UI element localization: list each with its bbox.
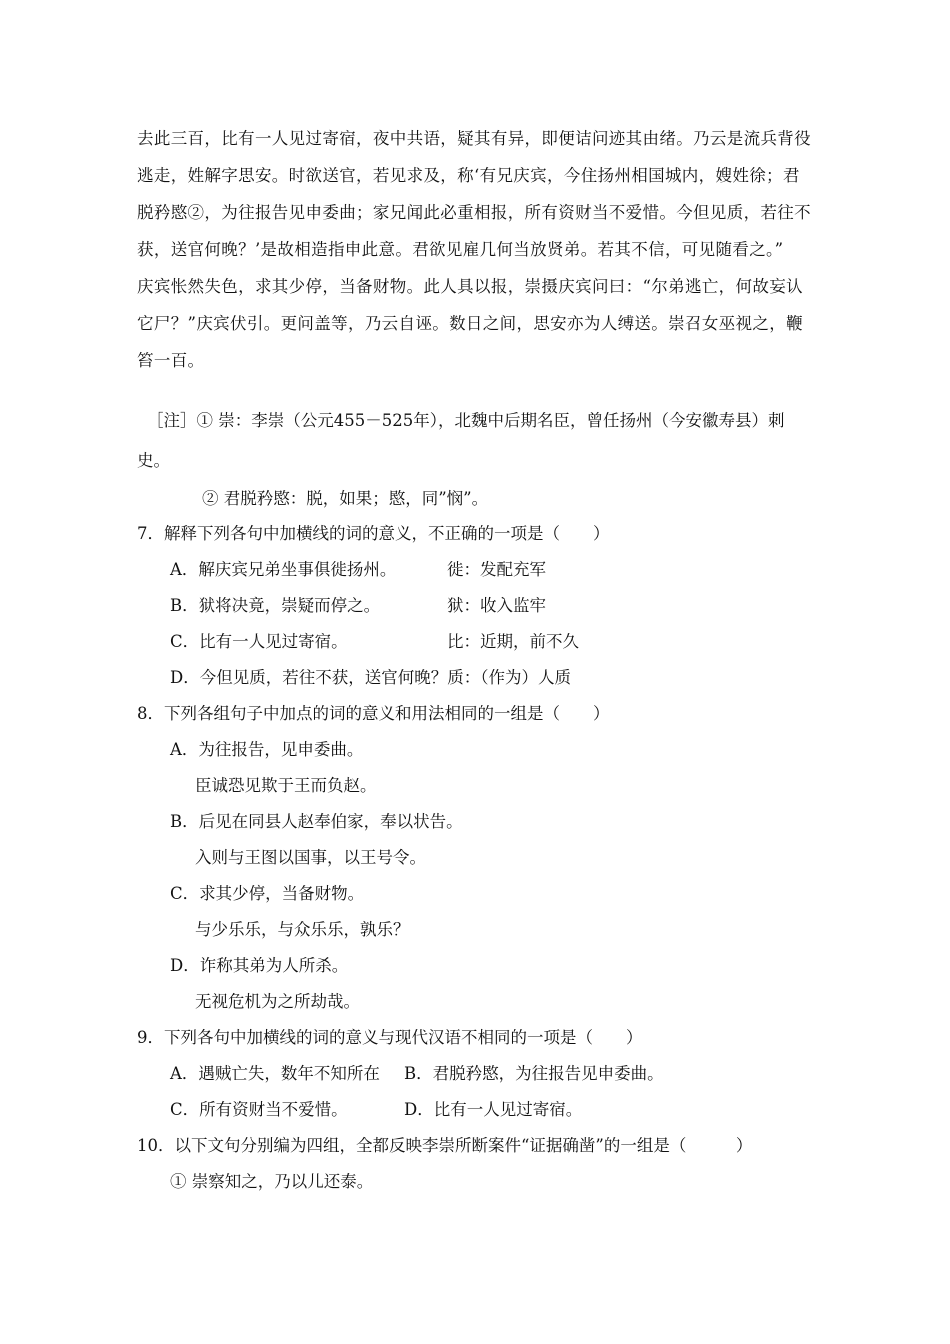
q8-option-c-pair: 与少乐乐，与众乐乐，孰乐？ bbox=[195, 920, 410, 939]
question-7-stem: 7．解释下列各句中加横线的词的意义，不正确的一项是（ ） bbox=[137, 524, 610, 543]
q9-option-a: A．遇贼亡失，数年不知所在 bbox=[170, 1064, 380, 1083]
passage-line: 庆宾怅然失色，求其少停，当备财物。此人具以报，崇摄庆宾问曰：“尔弟逃亡，何故妄认 bbox=[137, 277, 803, 296]
q7-option-d: D．今但见质，若往不获，送官何晚？质：（作为）人质 bbox=[170, 668, 571, 687]
q7-option-a: A．解庆宾兄弟坐事俱徙扬州。 bbox=[170, 560, 397, 579]
q10-item-1: ① 崇察知之，乃以儿还泰。 bbox=[170, 1172, 374, 1191]
q9-option-b: B．君脱矜愍，为往报告见申委曲。 bbox=[404, 1064, 664, 1083]
question-8-stem: 8．下列各组句子中加点的词的意义和用法相同的一组是（ ） bbox=[137, 704, 610, 723]
q7-option-c-gloss: 比：近期，前不久 bbox=[447, 632, 579, 651]
note-2: ② 君脱矜愍：脱，如果；愍，同”悯”。 bbox=[202, 489, 489, 508]
q8-option-d: D．诈称其弟为人所杀。 bbox=[170, 956, 349, 975]
q8-option-a-pair: 臣诚恐见欺于王而负赵。 bbox=[195, 776, 377, 795]
q8-option-b-pair: 入则与王图以国事，以王号令。 bbox=[195, 848, 426, 867]
q7-option-a-gloss: 徙：发配充军 bbox=[447, 560, 546, 579]
q7-option-b-gloss: 狱：收入监牢 bbox=[447, 596, 546, 615]
passage-line: 笞一百。 bbox=[137, 351, 205, 370]
question-10-stem: 10．以下文句分别编为四组，全都反映李崇所断案件“证据确凿”的一组是（ ） bbox=[137, 1136, 753, 1155]
passage-line: 脱矜愍②，为往报告见申委曲；家兄闻此必重相报，所有资财当不爱惜。今但见质，若往不 bbox=[137, 203, 811, 222]
q7-option-b: B．狱将决竟，崇疑而停之。 bbox=[170, 596, 381, 615]
q8-option-c: C．求其少停，当备财物。 bbox=[170, 884, 365, 903]
q8-option-b: B．后见在同县人赵奉伯家，奉以状告。 bbox=[170, 812, 463, 831]
passage-line: 逃走，姓解字思安。时欲送官，若见求及，称‘有兄庆宾，今住扬州相国城内，嫂姓徐；君 bbox=[137, 166, 800, 185]
q7-option-c: C．比有一人见过寄宿。 bbox=[170, 632, 348, 651]
note-1: ［注］① 崇：李崇（公元455－525年），北魏中后期名臣，曾任扬州（今安徽寿县）刺 bbox=[147, 411, 785, 430]
question-9-stem: 9．下列各句中加横线的词的意义与现代汉语不相同的一项是（ ） bbox=[137, 1028, 643, 1047]
passage-line: 去此三百，比有一人见过寄宿，夜中共语，疑其有异，即便诘问迹其由绪。乃云是流兵背役 bbox=[137, 129, 811, 148]
passage-paragraph bbox=[137, 120, 817, 379]
q9-option-d: D．比有一人见过寄宿。 bbox=[404, 1100, 583, 1119]
note-1-continued: 史。 bbox=[137, 451, 170, 470]
q8-option-a: A．为往报告，见申委曲。 bbox=[170, 740, 364, 759]
passage-line: 获，送官何晚？’是故相造指申此意。君欲见雇几何当放贤弟。若其不信，可见随看之。” bbox=[137, 240, 784, 259]
q9-option-c: C．所有资财当不爱惜。 bbox=[170, 1100, 348, 1119]
q8-option-d-pair: 无视危机为之所劫哉。 bbox=[195, 992, 360, 1011]
passage-line: 它尸？”庆宾伏引。更问盖等，乃云自诬。数日之间，思安亦为人缚送。崇召女巫视之，鞭 bbox=[137, 314, 803, 333]
